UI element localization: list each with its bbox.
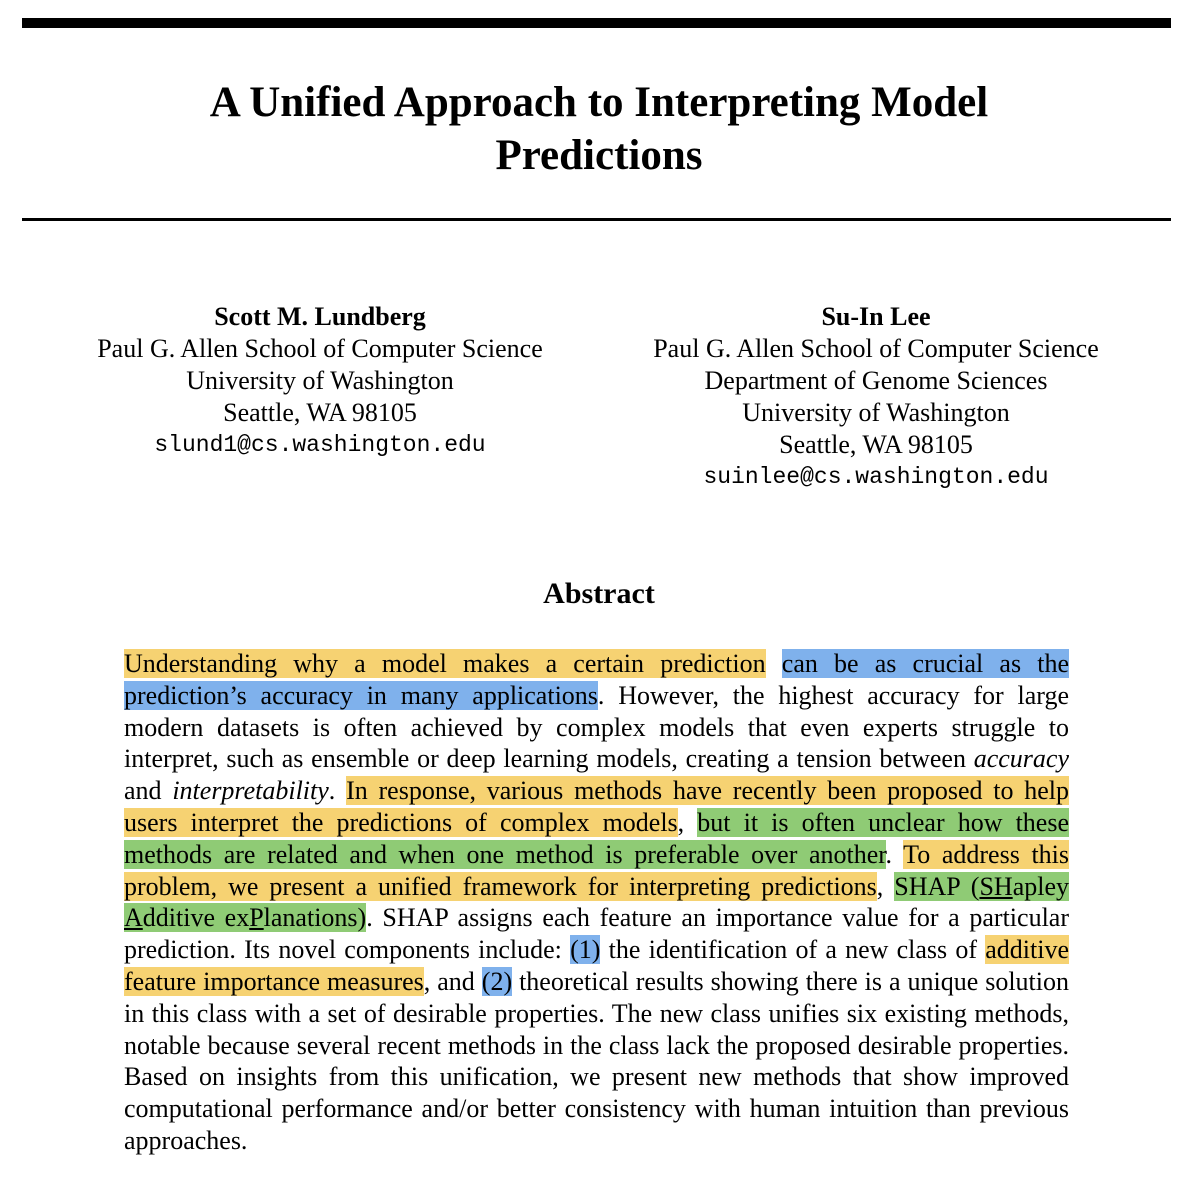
acronym-text: SHAP ( [894, 871, 980, 901]
author-affiliation: University of Washington [742, 398, 1010, 427]
abstract-body [124, 648, 1069, 1157]
highlight-yellow: Understanding why a model makes a certain prediction [124, 649, 766, 678]
abstract-text: , [876, 871, 895, 901]
top-rule [22, 18, 1171, 28]
highlight-yellow: To address this problem, we present a unified framework for interpreting predictions [124, 839, 1070, 901]
author-affiliation: Seattle, WA 98105 [779, 430, 973, 459]
abstract-text: . SHAP assigns each feature an importance value for a particular prediction. Its novel components include: [124, 903, 1069, 965]
abstract-text: , [677, 807, 698, 837]
title-line-2: Predictions [495, 132, 703, 179]
title-line-1: A Unified Approach to Interpreting Model [209, 79, 989, 126]
abstract-text: the identification of a new class of [600, 935, 986, 965]
acronym-letter: A [124, 903, 143, 933]
acronym-letter: P [249, 903, 264, 933]
acronym-text: apley [1012, 871, 1069, 901]
author-affiliation: Paul G. Allen School of Computer Science [653, 334, 1099, 363]
acronym-letter: SH [979, 871, 1013, 901]
abstract-text: theoretical results showing there is a unique solution in this class with a set of desirable properties. The new class unifies six existing methods, notable because several recent methods in the class lack the proposed desirable properties. Based on insights from this unification, we present new methods that show improved computational performance and/or better consistency with human intuition than previous approaches. [124, 966, 1069, 1155]
acronym-text: dditive ex [142, 903, 250, 933]
highlight-yellow: additive feature importance measures [124, 935, 1069, 996]
author-block-1 [40, 301, 600, 461]
author-email[interactable]: suinlee@cs.washington.edu [703, 464, 1049, 490]
author-email[interactable]: slund1@cs.washington.edu [154, 432, 486, 458]
author-affiliation: Seattle, WA 98105 [223, 398, 417, 427]
author-name: Su-In Lee [821, 302, 931, 331]
emphasis-text: interpretability [172, 776, 329, 806]
abstract-text: , and [423, 966, 482, 996]
abstract-text: . [328, 776, 347, 806]
author-affiliation: University of Washington [186, 366, 454, 395]
author-block-2 [596, 301, 1156, 493]
paper-title [0, 76, 1198, 182]
abstract-heading: Abstract [543, 577, 655, 610]
author-affiliation: Paul G. Allen School of Computer Science [97, 334, 543, 363]
abstract-text: . However, the highest accuracy for large modern datasets is often achieved by complex models that even experts struggle to interpret, such as ensemble or deep learning models, creating a tension between [124, 680, 1069, 774]
author-affiliation: Department of Genome Sciences [704, 366, 1048, 395]
highlight-blue: (1) [570, 935, 601, 965]
title-bottom-rule [22, 218, 1171, 221]
author-name: Scott M. Lundberg [214, 302, 426, 331]
abstract-text: and [124, 776, 173, 806]
highlight-yellow: In response, various methods have recently been proposed to help users interpret the predictions of complex models [124, 776, 1070, 837]
abstract-text: . [885, 839, 904, 869]
highlight-blue: (2) [481, 966, 513, 996]
acronym-text: lanations) [263, 903, 367, 933]
highlight-green: but it is often unclear how these methods are related and when one method is preferable over another [124, 807, 1070, 869]
emphasis-text: accuracy [973, 744, 1069, 774]
highlight-blue: can be as crucial as the prediction’s accuracy in many applications [124, 649, 1070, 710]
